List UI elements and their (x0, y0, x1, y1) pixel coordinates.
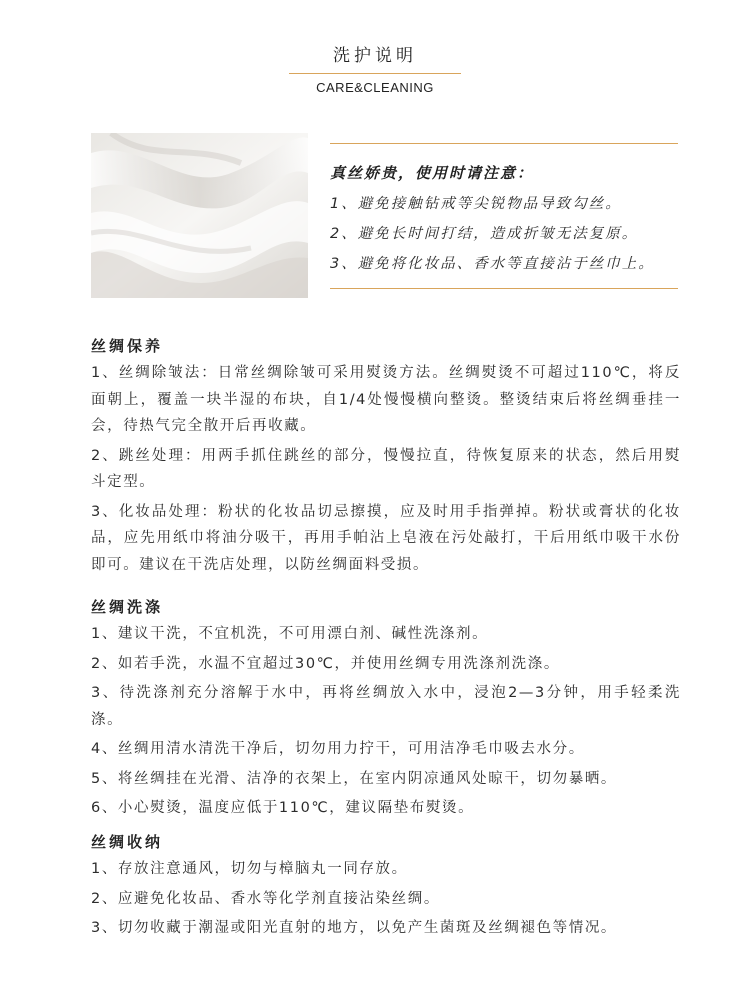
maintenance-item: 1、丝绸除皱法：日常丝绸除皱可采用熨烫方法。丝绸熨烫不可超过110℃，将反面朝上，覆盖一块半湿的布块，自1/4处慢慢横向整烫。整烫结束后将丝绸垂挂一会，待热气完全散开后再收藏。 (91, 365, 681, 434)
section-storage (91, 831, 681, 942)
storage-item: 2、应避免化妆品、香水等化学剂直接沾染丝绸。 (91, 890, 440, 907)
title-divider (289, 73, 461, 74)
section-title: 丝绸保养 (91, 337, 164, 355)
section-title: 丝绸洗涤 (91, 598, 164, 616)
storage-item: 3、切勿收藏于潮湿或阳光直射的地方，以免产生菌斑及丝绸褪色等情况。 (91, 920, 618, 936)
washing-item: 4、丝绸用清水清洗干净后，切勿用力拧干，可用洁净毛巾吸去水分。 (91, 741, 585, 757)
washing-item: 2、如若手洗，水温不宜超过30℃，并使用丝绸专用洗涤剂洗涤。 (91, 655, 560, 672)
section-maintenance (91, 335, 681, 578)
notice-box (330, 143, 678, 273)
washing-item: 1、建议干洗，不宜机洗，不可用漂白剂、碱性洗涤剂。 (91, 626, 489, 642)
notice-top-divider (330, 143, 678, 144)
notice-bottom-divider (330, 288, 678, 289)
storage-item: 1、存放注意通风，切勿与樟脑丸一同存放。 (91, 861, 408, 877)
page-subtitle: CARE&CLEANING (316, 80, 434, 95)
notice-title: 真丝娇贵，使用时请注意： (330, 164, 535, 182)
washing-item: 6、小心熨烫，温度应低于110℃，建议隔垫布熨烫。 (91, 800, 475, 816)
maintenance-item: 3、化妆品处理：粉状的化妆品切忌擦摸，应及时用手指弹掉。粉状或膏状的化妆品，应先用纸巾将油分吸干，再用手帕沾上皂液在污处敲打，干后用纸巾吸干水份即可。建议在干洗店处理，以防丝绸面料受损。 (91, 503, 681, 573)
washing-item: 5、将丝绸挂在光滑、洁净的衣架上，在室内阴凉通风处晾干，切勿暴晒。 (91, 770, 618, 787)
maintenance-item: 2、跳丝处理：用两手抓住跳丝的部分，慢慢拉直，待恢复原来的状态，然后用熨斗定型。 (91, 447, 681, 490)
silk-fabric-image (91, 133, 308, 298)
notice-item: 2、避免长时间打结，造成折皱无法复原。 (330, 226, 639, 242)
notice-item: 1、避免接触钻戒等尖锐物品导致勾丝。 (330, 196, 622, 212)
notice-item: 3、避免将化妆品、香水等直接沾于丝巾上。 (330, 256, 655, 272)
section-washing (91, 596, 681, 822)
page-title: 洗护说明 (333, 46, 417, 66)
washing-item: 3、待洗涤剂充分溶解于水中，再将丝绸放入水中，浸泡2—3分钟，用手轻柔洗涤。 (91, 685, 681, 728)
page-header (0, 44, 750, 95)
section-title: 丝绸收纳 (91, 833, 164, 851)
